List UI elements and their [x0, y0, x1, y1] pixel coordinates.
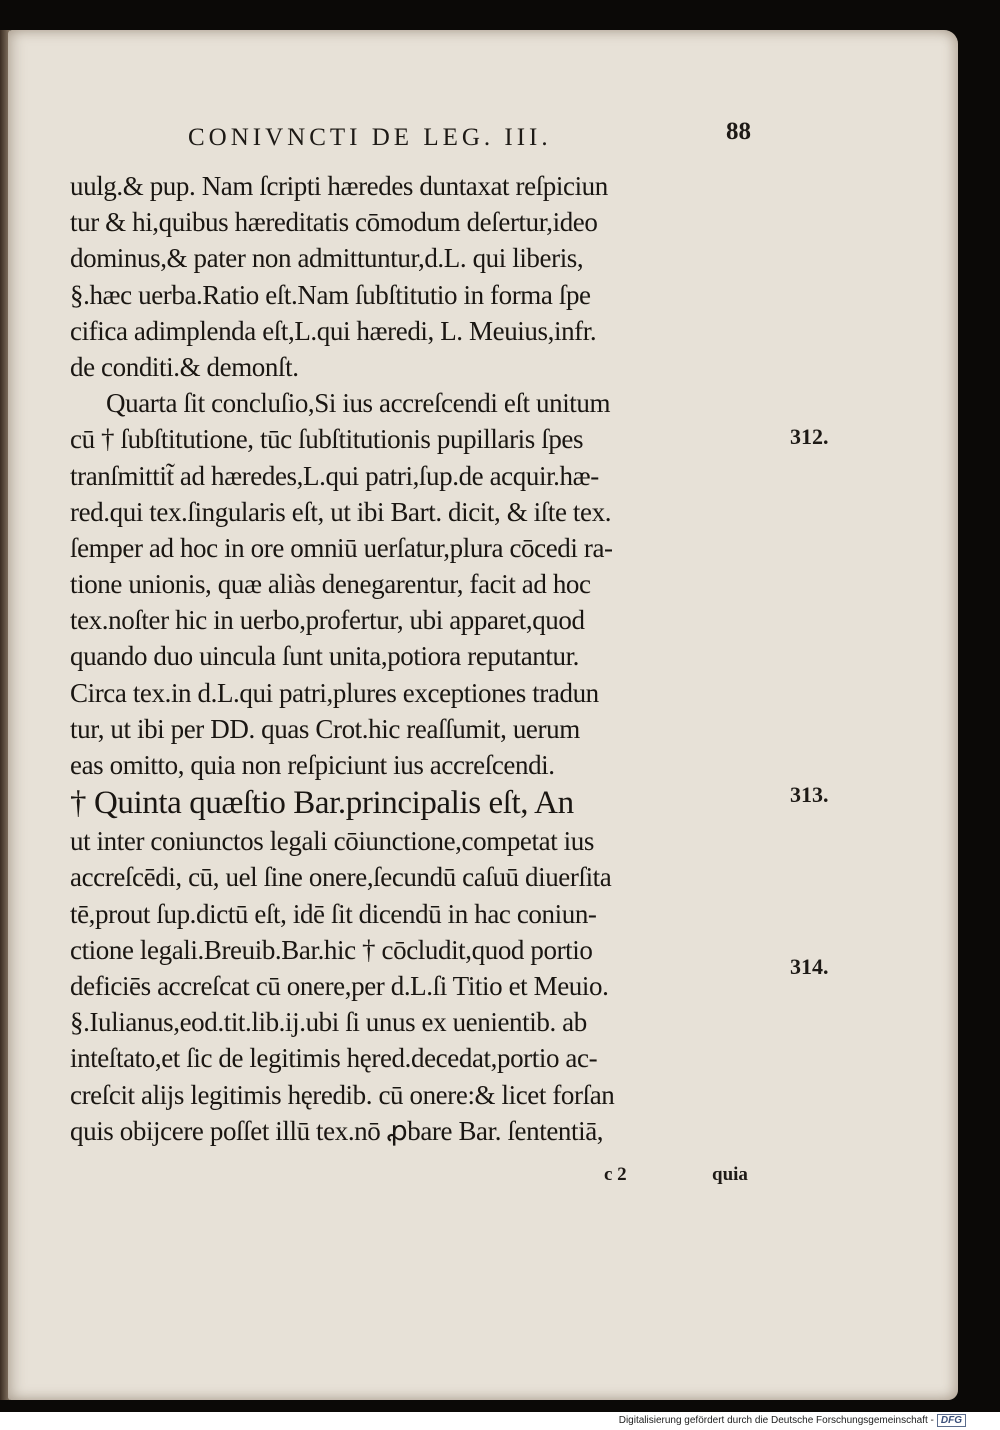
- footer-text: Digitalisierung gefördert durch die Deutsche Forschungsgemeinschaft -: [618, 1415, 934, 1426]
- text-line: tur, ut ibi per DD. quas Crot.hic reaſſumit, uerum: [70, 713, 580, 744]
- margin-number: 314.: [790, 954, 829, 979]
- text-line: tione unionis, quæ aliàs denegarentur, facit ad hoc: [70, 569, 591, 600]
- text-line: de conditi.& demonſt.: [70, 351, 299, 382]
- text-line: §.hæc uerba.Ratio eſt.Nam ſubſtitutio in forma ſpe: [70, 279, 591, 310]
- text-line: cifica adimplenda eſt,L.qui hæredi, L. Meuius,infr.: [70, 315, 597, 346]
- dfg-logo: DFG: [937, 1414, 966, 1427]
- text-line: tex.noſter hic in uerbo,profertur, ubi apparet,quod: [70, 605, 585, 636]
- folio-number: 88: [726, 118, 751, 145]
- text-line: uulg.& pup. Nam ſcripti hæredes duntaxat reſpiciun: [70, 171, 608, 201]
- section-heading-line: † Quinta quæſtio Bar.principalis eſt, An: [70, 785, 574, 822]
- text-line: deficiēs accreſcat cū onere,per d.L.ſi Titio et Meuio.: [70, 970, 609, 1001]
- text-line: dominus,& pater non admittuntur,d.L. qui liberis,: [70, 243, 584, 274]
- text-line: ctione legali.Breuib.Bar.hic † cōcludit,quod portio: [70, 934, 593, 965]
- text-line: §.Iulianus,eod.tit.lib.ij.ubi ſi unus ex uenientib. ab: [70, 1007, 587, 1038]
- footer-credit: [619, 1414, 966, 1427]
- text-line: tur & hi,quibus hæreditatis cōmodum deſertur,ideo: [70, 207, 598, 238]
- text-line: quando duo uincula ſunt unita,potiora reputantur.: [70, 641, 580, 672]
- text-line: Quarta ſit concluſio,Si ius accreſcendi eſt unitum: [106, 388, 611, 419]
- text-line: cū † ſubſtitutione, tūc ſubſtitutionis pupillaris ſpes: [70, 424, 584, 455]
- signature-mark: c 2: [604, 1164, 627, 1185]
- text-line: red.qui tex.ſingularis eſt, ut ibi Bart. dicit, & iſte tex.: [70, 496, 612, 527]
- body-text: [70, 168, 760, 1149]
- margin-number: 313.: [790, 782, 829, 807]
- margin-number: 312.: [790, 424, 829, 449]
- text-line: ſemper ad hoc in ore omniū uerſatur,plura cōcedi ra-: [70, 532, 613, 563]
- running-title: CONIVNCTI DE LEG. III.: [188, 124, 552, 151]
- text-line: quis obijcere poſſet illū tex.nō ꝓbare Bar. ſententiā,: [70, 1115, 604, 1146]
- text-line: ut inter coniunctos legali cōiunctione,competat ius: [70, 826, 594, 857]
- text-line: eas omitto, quia non reſpiciunt ius accreſcendi.: [70, 750, 555, 780]
- text-line: tranſmittit̃ ad hæredes,L.qui patri,ſup.de acquir.hæ-: [70, 460, 599, 491]
- catchword: quia: [712, 1164, 748, 1185]
- text-line: creſcit alijs legitimis hęredib. cū onere:& licet forſan: [70, 1079, 615, 1110]
- text-line: tē,prout ſup.dictū eſt, idē ſit dicendū in hac coniun-: [70, 898, 597, 929]
- text-line: Circa tex.in d.L.qui patri,plures exceptiones tradun: [70, 677, 599, 708]
- text-line: inteſtato,et ſic de legitimis hęred.decedat,portio ac-: [70, 1043, 598, 1074]
- text-line: accreſcēdi, cū, uel ſine onere,ſecundū caſuū diuerſita: [70, 862, 612, 893]
